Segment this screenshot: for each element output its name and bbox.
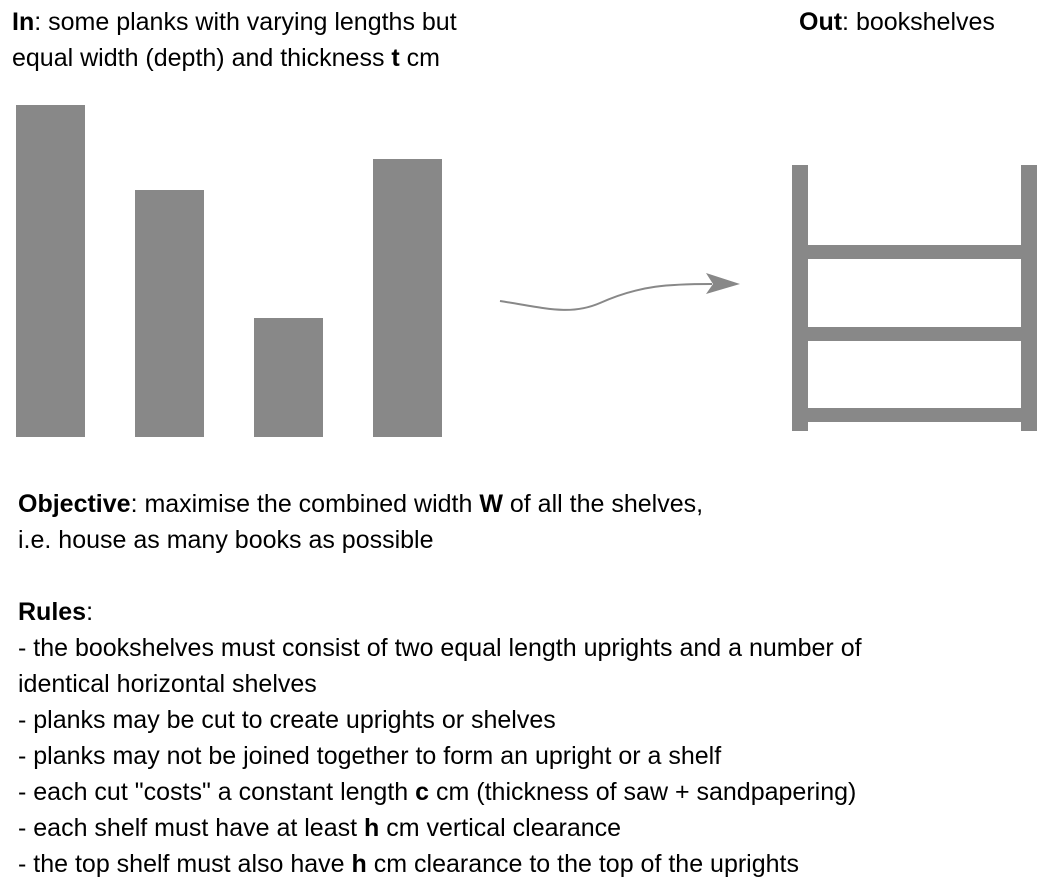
shelf-2 [808, 327, 1021, 341]
top-clearance-variable: h [351, 850, 367, 878]
arrow-curve [500, 284, 712, 310]
left-upright [792, 165, 808, 431]
shelf-1 [808, 245, 1021, 259]
rule-3: - planks may not be joined together to form an upright or a shelf [18, 742, 722, 770]
width-variable: W [479, 490, 503, 518]
plank-3 [254, 318, 323, 437]
input-line-2: equal width (depth) and thickness t cm [12, 44, 441, 72]
objective-label: Objective [18, 490, 131, 518]
input-label: In [12, 8, 35, 36]
objective-line-2: i.e. house as many books as possible [18, 526, 434, 554]
rule-1-line-1: - the bookshelves must consist of two equal length uprights and a number of [18, 634, 862, 662]
rules-section [18, 594, 862, 882]
plank-4 [373, 159, 442, 437]
clearance-variable: h [364, 814, 380, 842]
cut-cost-variable: c [415, 778, 430, 806]
shelf-3 [808, 408, 1021, 422]
thickness-variable: t [391, 44, 400, 72]
input-line-1: In: some planks with varying lengths but [12, 8, 457, 36]
rules-heading: Rules: [18, 598, 94, 626]
rule-4: - each cut "costs" a constant length c cm (thickness of saw + sandpapering) [18, 778, 857, 806]
output-label: Out [799, 8, 843, 36]
plank-1 [16, 105, 85, 437]
transform-arrow [500, 273, 740, 310]
rule-6: - the top shelf must also have h cm clearance to the top of the uprights [18, 850, 799, 878]
rule-1-line-2: identical horizontal shelves [18, 670, 317, 698]
input-planks [16, 105, 442, 437]
objective-section [18, 486, 703, 558]
rule-5: - each shelf must have at least h cm vertical clearance [18, 814, 622, 842]
rule-2: - planks may be cut to create uprights or shelves [18, 706, 556, 734]
plank-2 [135, 190, 204, 437]
output-description: Out: bookshelves [799, 8, 995, 36]
objective-line-1: Objective: maximise the combined width W of all the shelves, [18, 490, 704, 518]
right-upright [1021, 165, 1037, 431]
rules-label: Rules [18, 598, 87, 626]
bookshelf-diagram [792, 165, 1037, 431]
